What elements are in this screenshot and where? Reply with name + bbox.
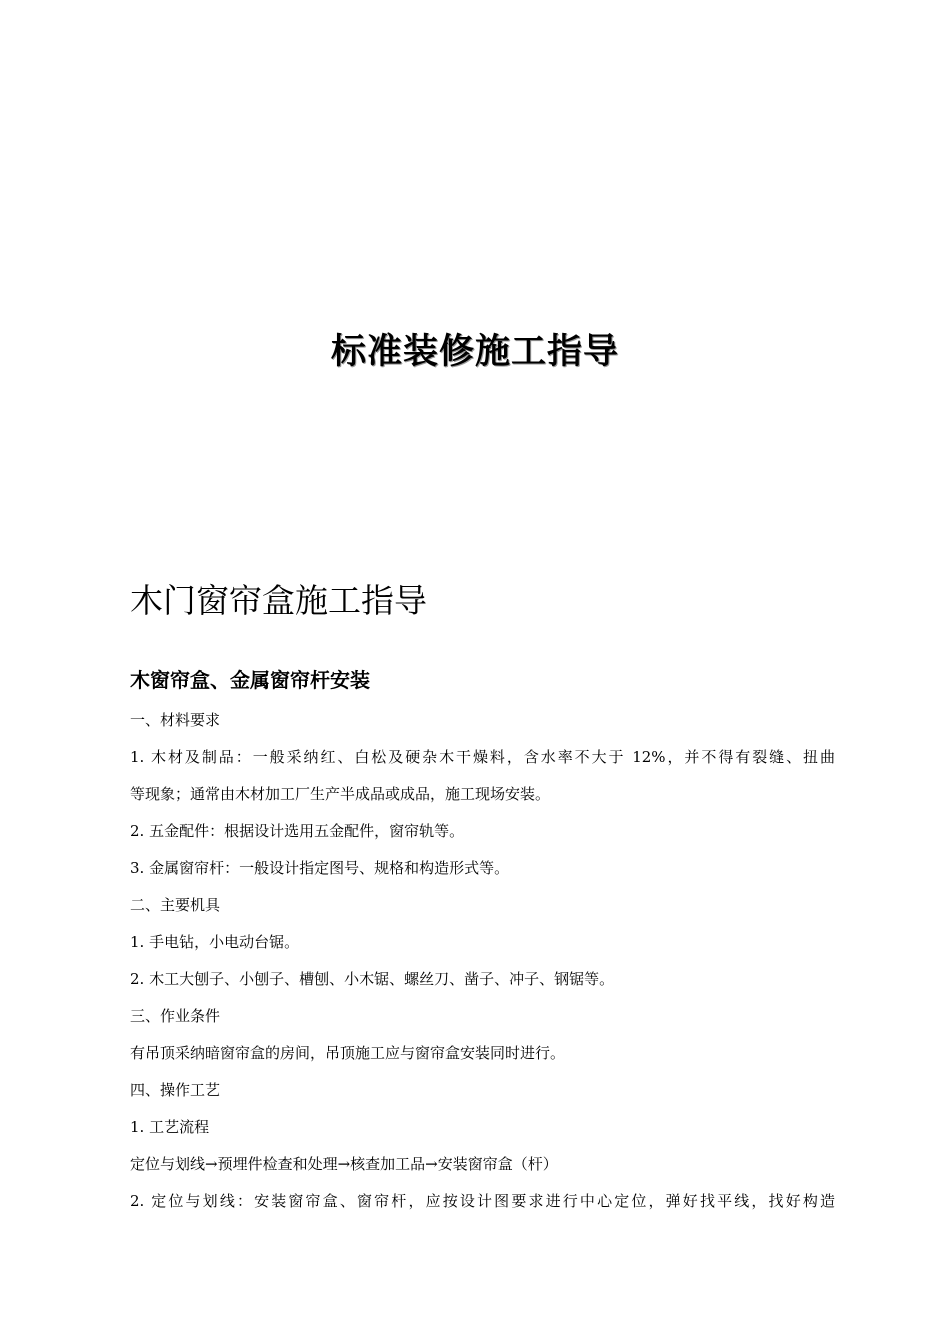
paragraph-metal-rod: 3. 金属窗帘杆：一般设计指定图号、规格和构造形式等。 <box>130 859 510 877</box>
paragraph-process-flow: 定位与划线→预埋件检查和处理→核查加工品→安装窗帘盒（杆） <box>130 1155 558 1173</box>
heading-conditions: 三、作业条件 <box>130 1007 221 1025</box>
heading-tools: 二、主要机具 <box>130 896 221 914</box>
document-title: 标准装修施工指导 <box>330 332 619 372</box>
paragraph-power-tools: 1. 手电钻，小电动台锯。 <box>130 933 300 951</box>
document-body <box>130 702 835 1220</box>
paragraph-wood-materials-cont: 等现象；通常由木材加工厂生产半成品或成品，施工现场安装。 <box>130 785 551 803</box>
paragraph-process-flow-label: 1. 工艺流程 <box>130 1118 210 1136</box>
heading-materials: 一、材料要求 <box>130 711 221 729</box>
section-heading: 木门窗帘盒施工指导 <box>130 581 427 620</box>
subsection-heading: 木窗帘盒、金属窗帘杆安装 <box>130 668 370 692</box>
heading-process: 四、操作工艺 <box>130 1081 221 1099</box>
paragraph-hand-tools: 2. 木工大刨子、小刨子、槽刨、小木锯、螺丝刀、凿子、冲子、钢锯等。 <box>130 970 615 988</box>
paragraph-wood-materials: 1. 木材及制品：一般采纳红、白松及硬杂木干燥料，含水率不大于 12%，并不得有裂缝、扭曲 <box>130 748 835 766</box>
paragraph-hardware: 2. 五金配件：根据设计选用五金配件，窗帘轨等。 <box>130 822 465 840</box>
paragraph-positioning: 2. 定位与划线：安装窗帘盒、窗帘杆，应按设计图要求进行中心定位，弹好找平线，找好构造 <box>130 1192 835 1210</box>
paragraph-conditions: 有吊顶采纳暗窗帘盒的房间，吊顶施工应与窗帘盒安装同时进行。 <box>130 1044 566 1062</box>
